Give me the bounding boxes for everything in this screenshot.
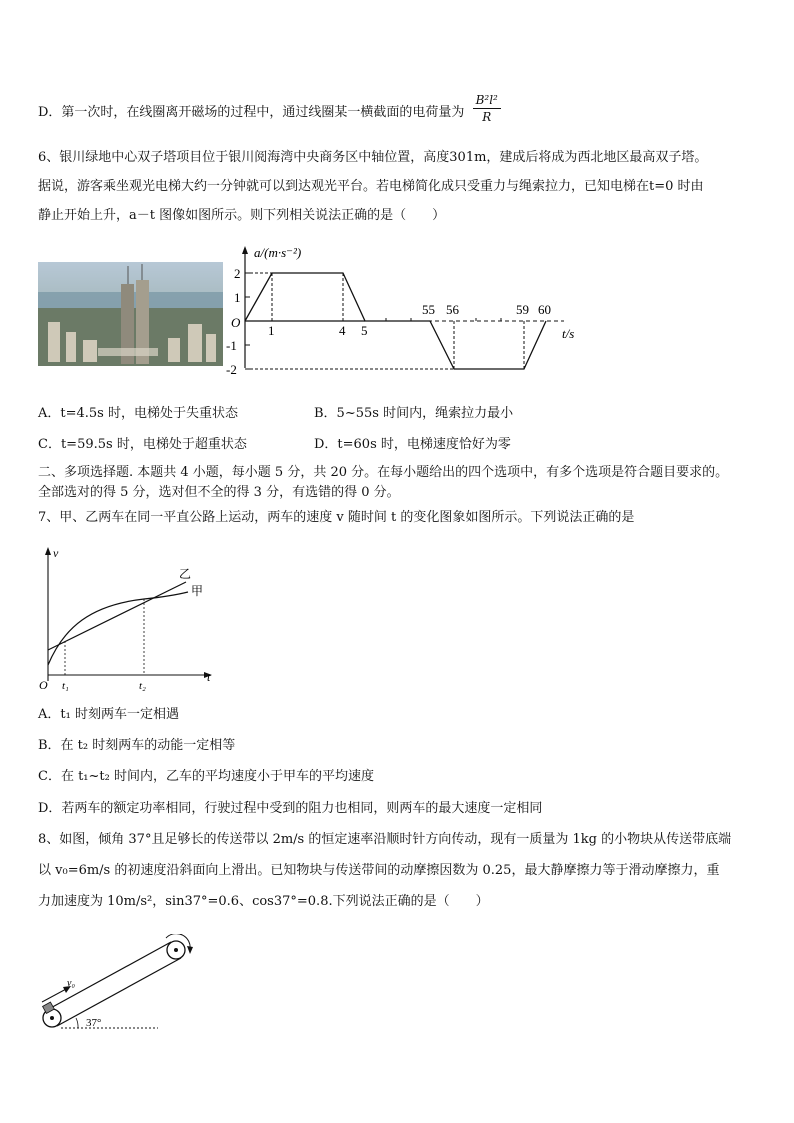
a-axis-label: a/(m·s⁻²) bbox=[254, 245, 302, 260]
x-tick-label: 60 bbox=[538, 302, 551, 317]
q8-stem-line2: 以 v₀=6m/s 的初速度沿斜面向上滑出。已知物块与传送带间的动摩擦因数为 0.25，最大静摩擦力等于滑动摩擦力，重 bbox=[38, 863, 720, 878]
v0-label: v₀ bbox=[67, 978, 75, 989]
section2-line2: 全部选对的得 5 分，选对但不全的得 3 分，有选错的得 0 分。 bbox=[38, 485, 400, 500]
vt-origin: O bbox=[39, 678, 48, 691]
a-t-graph bbox=[226, 240, 586, 380]
t2-label: t₂ bbox=[139, 680, 146, 691]
t1-label: t₁ bbox=[62, 680, 69, 691]
angle-label: 37° bbox=[86, 1017, 102, 1029]
section2-line1: 二、多项选择题. 本题共 4 小题，每小题 5 分，共 20 分。在每小题给出的四个选项中，有多个选项是符合题目要求的。 bbox=[38, 465, 729, 480]
conveyor-belt-figure bbox=[36, 934, 196, 1032]
belt-top bbox=[47, 942, 171, 1010]
q6-stem-line2: 据说，游客乘坐观光电梯大约一分钟就可以到达观光平台。若电梯简化成只受重力与绳索拉力，已知电梯在t=0 时由 bbox=[38, 179, 704, 194]
label-jia: 甲 bbox=[191, 584, 204, 598]
q7-option-a: A．t₁ 时刻两车一定相遇 bbox=[38, 707, 179, 722]
a-axis-arrow bbox=[242, 246, 248, 254]
line-yi bbox=[48, 582, 186, 650]
block bbox=[43, 1002, 55, 1013]
y-tick-label: 2 bbox=[234, 266, 241, 281]
v-label: v bbox=[53, 546, 59, 560]
q7-stem: 7、甲、乙两车在同一平直公路上运动，两车的速度 v 随时间 t 的变化图象如图所示。下列说法正确的是 bbox=[38, 510, 635, 525]
x-tick-label: 1 bbox=[268, 323, 275, 338]
x-tick-label: 55 bbox=[422, 302, 435, 317]
curve-jia bbox=[48, 592, 188, 665]
label-yi: 乙 bbox=[179, 567, 192, 581]
fraction-denominator: R bbox=[482, 110, 492, 124]
fraction-numerator: B²l² bbox=[473, 92, 501, 109]
q8-stem-line1: 8、如图，倾角 37°且足够长的传送带以 2m/s 的恒定速率沿顺时针方向传动，现有一质量为 1kg 的小物块从传送带底端 bbox=[38, 832, 732, 847]
origin-label: O bbox=[231, 315, 241, 330]
y-tick-label: -1 bbox=[226, 338, 237, 353]
q6-option-c: C．t=59.5s 时，电梯处于超重状态 bbox=[38, 437, 247, 452]
y-tick-label: 1 bbox=[234, 290, 241, 305]
rotation-arrow bbox=[166, 934, 190, 950]
charge-fraction bbox=[473, 92, 501, 125]
q5-option-d-text: D．第一次时，在线圈离开磁场的过程中，通过线圈某一横截面的电荷量为 bbox=[38, 105, 465, 120]
q6-stem-line3: 静止开始上升，a－t 图像如图所示。则下列相关说法正确的是（ ） bbox=[38, 208, 446, 223]
vt-t-label: t bbox=[207, 670, 211, 684]
q7-option-b: B．在 t₂ 时刻两车的动能一定相等 bbox=[38, 738, 236, 753]
q8-stem-line3: 力加速度为 10m/s²，sin37°=0.6、cos37°=0.8.下列说法正确的是（ ） bbox=[38, 894, 489, 909]
q6-option-b: B．5~55s 时间内，绳索拉力最小 bbox=[314, 406, 514, 421]
q7-option-d: D．若两车的额定功率相同，行驶过程中受到的阻力也相同，则两车的最大速度一定相同 bbox=[38, 801, 543, 816]
twin-tower-photo bbox=[38, 262, 223, 366]
q7-option-c: C．在 t₁~t₂ 时间内，乙车的平均速度小于甲车的平均速度 bbox=[38, 769, 374, 784]
x-tick-label: 56 bbox=[446, 302, 459, 317]
q6-option-a: A．t=4.5s 时，电梯处于失重状态 bbox=[38, 406, 238, 421]
x-tick-label: 5 bbox=[361, 323, 368, 338]
q6-option-d: D．t=60s 时，电梯速度恰好为零 bbox=[314, 437, 511, 452]
q5-option-d bbox=[38, 93, 501, 129]
belt-bottom bbox=[57, 958, 181, 1026]
v-t-graph bbox=[36, 543, 216, 691]
q6-stem-line1: 6、银川绿地中心双子塔项目位于银川阅海湾中央商务区中轴位置，高度301m，建成后将成为西北地区最高双子塔。 bbox=[38, 150, 708, 165]
x-tick-label: 4 bbox=[339, 323, 346, 338]
t-axis-label: t/s bbox=[562, 326, 575, 341]
y-tick-label: -2 bbox=[226, 362, 237, 377]
x-tick-label: 59 bbox=[516, 302, 529, 317]
